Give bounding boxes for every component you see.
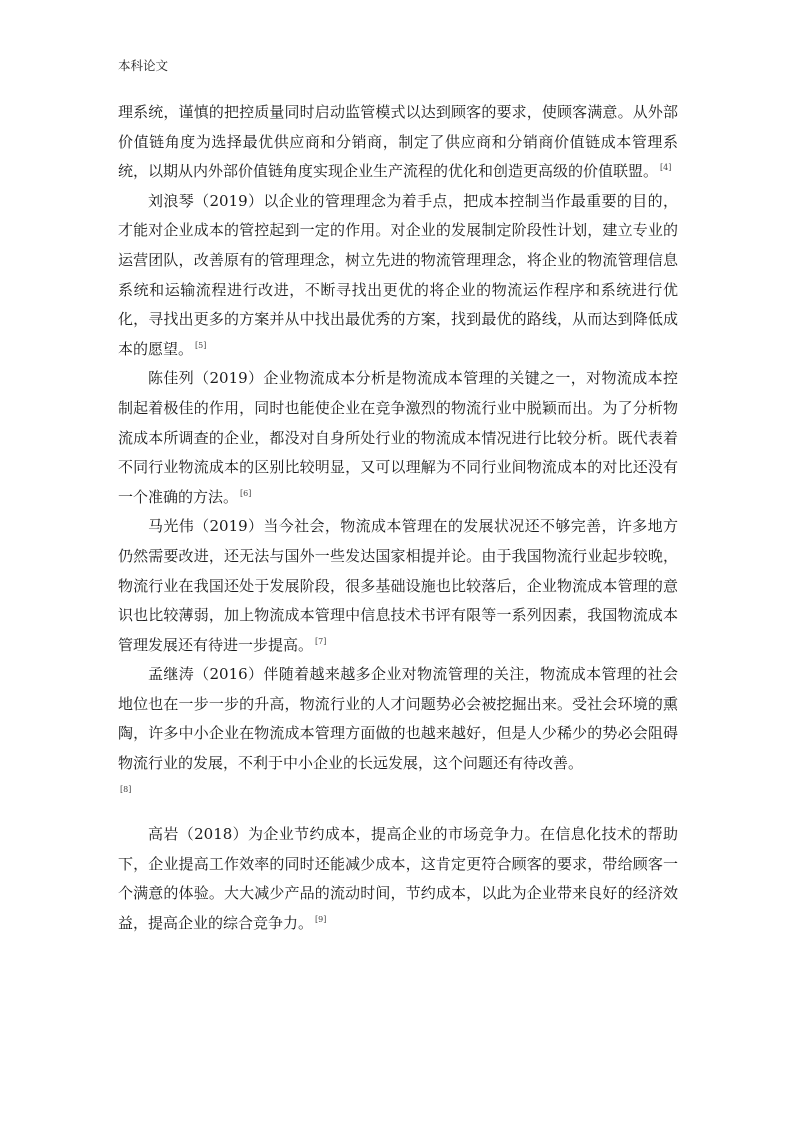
citation-ref: [6] bbox=[240, 488, 252, 498]
paragraph-continuation bbox=[118, 98, 678, 187]
citation-ref: [5] bbox=[195, 340, 207, 350]
citation-ref: [7] bbox=[315, 636, 327, 646]
paragraph-ma bbox=[118, 512, 678, 660]
paragraph-meng bbox=[118, 660, 678, 808]
paragraph-text: 陈佳列（2019）企业物流成本分析是物流成本管理的关键之一，对物流成本控制起着极佳的作用，同时也能使企业在竞争激烈的物流行业中脱颖而出。为了分析物流成本所调查的企业，都没对自身所处行业的物流成本情况进行比较分析。既代表着不同行业物流成本的区别比较明显，又可以理解为不同行业间物流成本的对比还没有一个准确的方法。 bbox=[118, 369, 678, 506]
paragraph-liu bbox=[118, 187, 678, 365]
paragraph-text: 孟继涛（2016）伴随着越来越多企业对物流管理的关注，物流成本管理的社会地位也在一步一步的升高，物流行业的人才问题势必会被挖掘出来。受社会环境的熏陶，许多中小企业在物流成本管理方面做的也越来越好，但是人少稀少的势必会阻碍物流行业的发展，不利于中小企业的长远发展，这个问题还有待改善。 bbox=[118, 665, 678, 773]
paragraph-spacer bbox=[118, 808, 678, 820]
citation-ref: [8] bbox=[120, 784, 132, 794]
paragraph-gao bbox=[118, 820, 678, 938]
citation-ref: [9] bbox=[315, 915, 327, 925]
paragraph-text: 理系统，谨慎的把控质量同时启动监管模式以达到顾客的要求，使顾客满意。从外部价值链角度为选择最优供应商和分销商，制定了供应商和分销商价值链成本管理系统，以期从内外部价值链角度实现企业生产流程的优化和创造更高级的价值联盟。 bbox=[118, 103, 678, 181]
citation-ref: [4] bbox=[660, 163, 672, 173]
paragraph-text: 刘浪琴（2019）以企业的管理理念为着手点，把成本控制当作最重要的目的，才能对企业成本的管控起到一定的作用。对企业的发展制定阶段性计划，建立专业的运营团队，改善原有的管理理念，树立先进的物流管理理念，将企业的物流管理信息系统和运输流程进行改进，不断寻找出更优的将企业的物流运作程序和系统进行优化，寻找出更多的方案并从中找出最优秀的方案，找到最优的路线，从而达到降低成本的愿望。 bbox=[118, 191, 678, 358]
paragraph-chen bbox=[118, 364, 678, 512]
running-header: 本科论文 bbox=[118, 58, 169, 73]
paragraph-text: 高岩（2018）为企业节约成本，提高企业的市场竞争力。在信息化技术的帮助下，企业提高工作效率的同时还能减少成本，这肯定更符合顾客的要求，带给顾客一个满意的体验。大大减少产品的流动时间，节约成本，以此为企业带来良好的经济效益，提高企业的综合竞争力。 bbox=[118, 825, 678, 933]
paragraph-text: 马光伟（2019）当今社会，物流成本管理在的发展状况还不够完善，许多地方仍然需要改进，还无法与国外一些发达国家相提并论。由于我国物流行业起步较晚，物流行业在我国还处于发展阶段，很多基础设施也比较落后，企业物流成本管理的意识也比较薄弱，加上物流成本管理中信息技术书评有限等一系列因素，我国物流成本管理发展还有待进一步提高。 bbox=[118, 517, 678, 654]
body-text bbox=[118, 98, 678, 939]
